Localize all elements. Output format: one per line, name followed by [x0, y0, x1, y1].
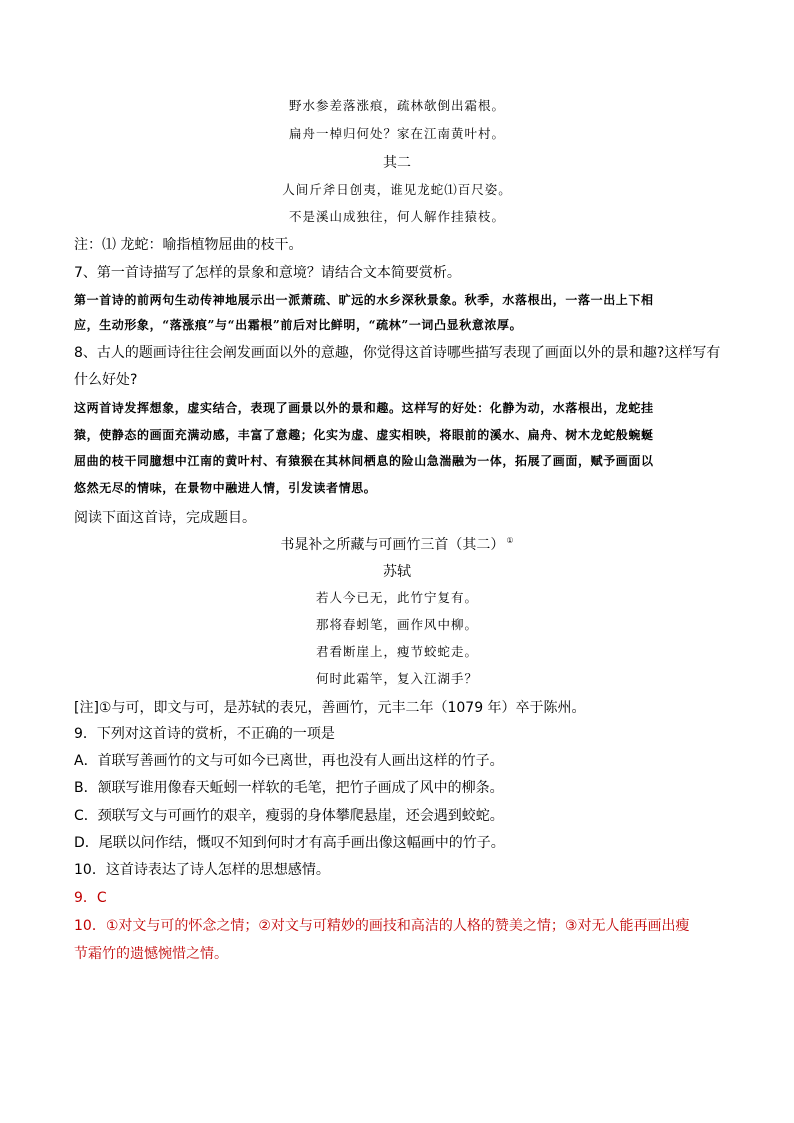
poem3-title-text: 书晁补之所藏与可画竹三首（其二） [280, 537, 505, 553]
question-9-option-d: D．尾联以问作结，慨叹不知到何时才有高手画出像这幅画中的竹子。 [74, 835, 505, 851]
answer-8-line: 屈曲的枝干同臆想中江南的黄叶村、有猿猴在其林间栖息的险山急湍融为一体，拓展了画面，赋予画面以 [74, 454, 654, 468]
answer-9: 9．C [74, 890, 107, 906]
answer-8-line: 猿，使静态的画面充满动感，丰富了意趣；化实为虚、虚实相映，将眼前的溪水、扁舟、树木龙蛇般蜿蜒 [74, 428, 654, 442]
poem3-line: 若人今已无，此竹宁复有。 [315, 590, 478, 605]
poem3-author: 苏轼 [383, 564, 411, 580]
question-10: 10．这首诗表达了诗人怎样的思想感情。 [74, 862, 330, 878]
poem1-line-3: 野水参差落涨痕，疏林欹倒出霜根。 [288, 98, 505, 113]
poem1-line-4: 扁舟一棹归何处？家在江南黄叶村。 [288, 126, 505, 141]
question-9: 9．下列对这首诗的赏析，不正确的一项是 [74, 726, 335, 742]
answer-8-line: 悠然无尽的情味，在景物中融进人情，引发读者情思。 [74, 481, 377, 495]
poem3-line: 何时此霜竿，复入江湖手？ [315, 671, 478, 686]
reading-instruction: 阅读下面这首诗，完成题目。 [74, 510, 256, 526]
poem2-line-1: 人间斤斧日创夷，谁见龙蛇⑴百尺姿。 [282, 182, 512, 197]
question-8-line: 什么好处? [74, 372, 138, 388]
answer-7-line: 应，生动形象，“落涨痕”与“出霜根”前后对比鲜明，“疏林”一词凸显秋意浓厚。 [74, 318, 523, 332]
question-9-option-b: B．颔联写谁用像春天蚯蚓一样软的毛笔，把竹子画成了风中的柳条。 [74, 780, 504, 796]
poem2-line-2: 不是溪山成独往，何人解作挂猿枝。 [288, 209, 505, 224]
answer-7-line: 第一首诗的前两句生动传神地展示出一派萧疏、旷远的水乡深秋景象。秋季，水落根出，一落一出上下相 [74, 293, 654, 307]
answer-10-line: 节霜竹的遗憾惋惜之情。 [74, 946, 228, 962]
question-9-option-a: A．首联写善画竹的文与可如今已离世，再也没有人画出这样的竹子。 [74, 753, 504, 769]
question-9-option-c: C．颈联写文与可画竹的艰辛，瘦弱的身体攀爬悬崖，还会遇到蛟蛇。 [74, 808, 504, 824]
question-7: 7、第一首诗描写了怎样的景象和意境？请结合文本简要赏析。 [74, 265, 461, 281]
poem3-title [0, 534, 794, 554]
annotation-note: 注：⑴ 龙蛇：喻指植物屈曲的枝干。 [74, 237, 303, 253]
question-8-line: 8、古人的题画诗往往会阐发画面以外的意趣，你觉得这首诗哪些描写表现了画面以外的景和趣?这样写有 [74, 345, 721, 361]
poem3-line: 君看断崖上，瘦节蛟蛇走。 [315, 644, 478, 659]
poem3-note: [注]①与可，即文与可，是苏轼的表兄，善画竹，元丰二年（1079 年）卒于陈州。 [74, 700, 586, 716]
poem3-line: 那将春蚓笔，画作风中柳。 [315, 617, 478, 632]
poem2-heading: 其二 [383, 155, 411, 171]
answer-10-line: 10．①对文与可的怀念之情；②对文与可精妙的画技和高洁的人格的赞美之情；③对无人能再画出瘦 [74, 918, 690, 934]
poem3-title-note-marker: ① [506, 536, 514, 546]
answer-8-line: 这两首诗发挥想象，虚实结合，表现了画景以外的景和趣。这样写的好处：化静为动，水落根出，龙蛇挂 [74, 401, 654, 415]
